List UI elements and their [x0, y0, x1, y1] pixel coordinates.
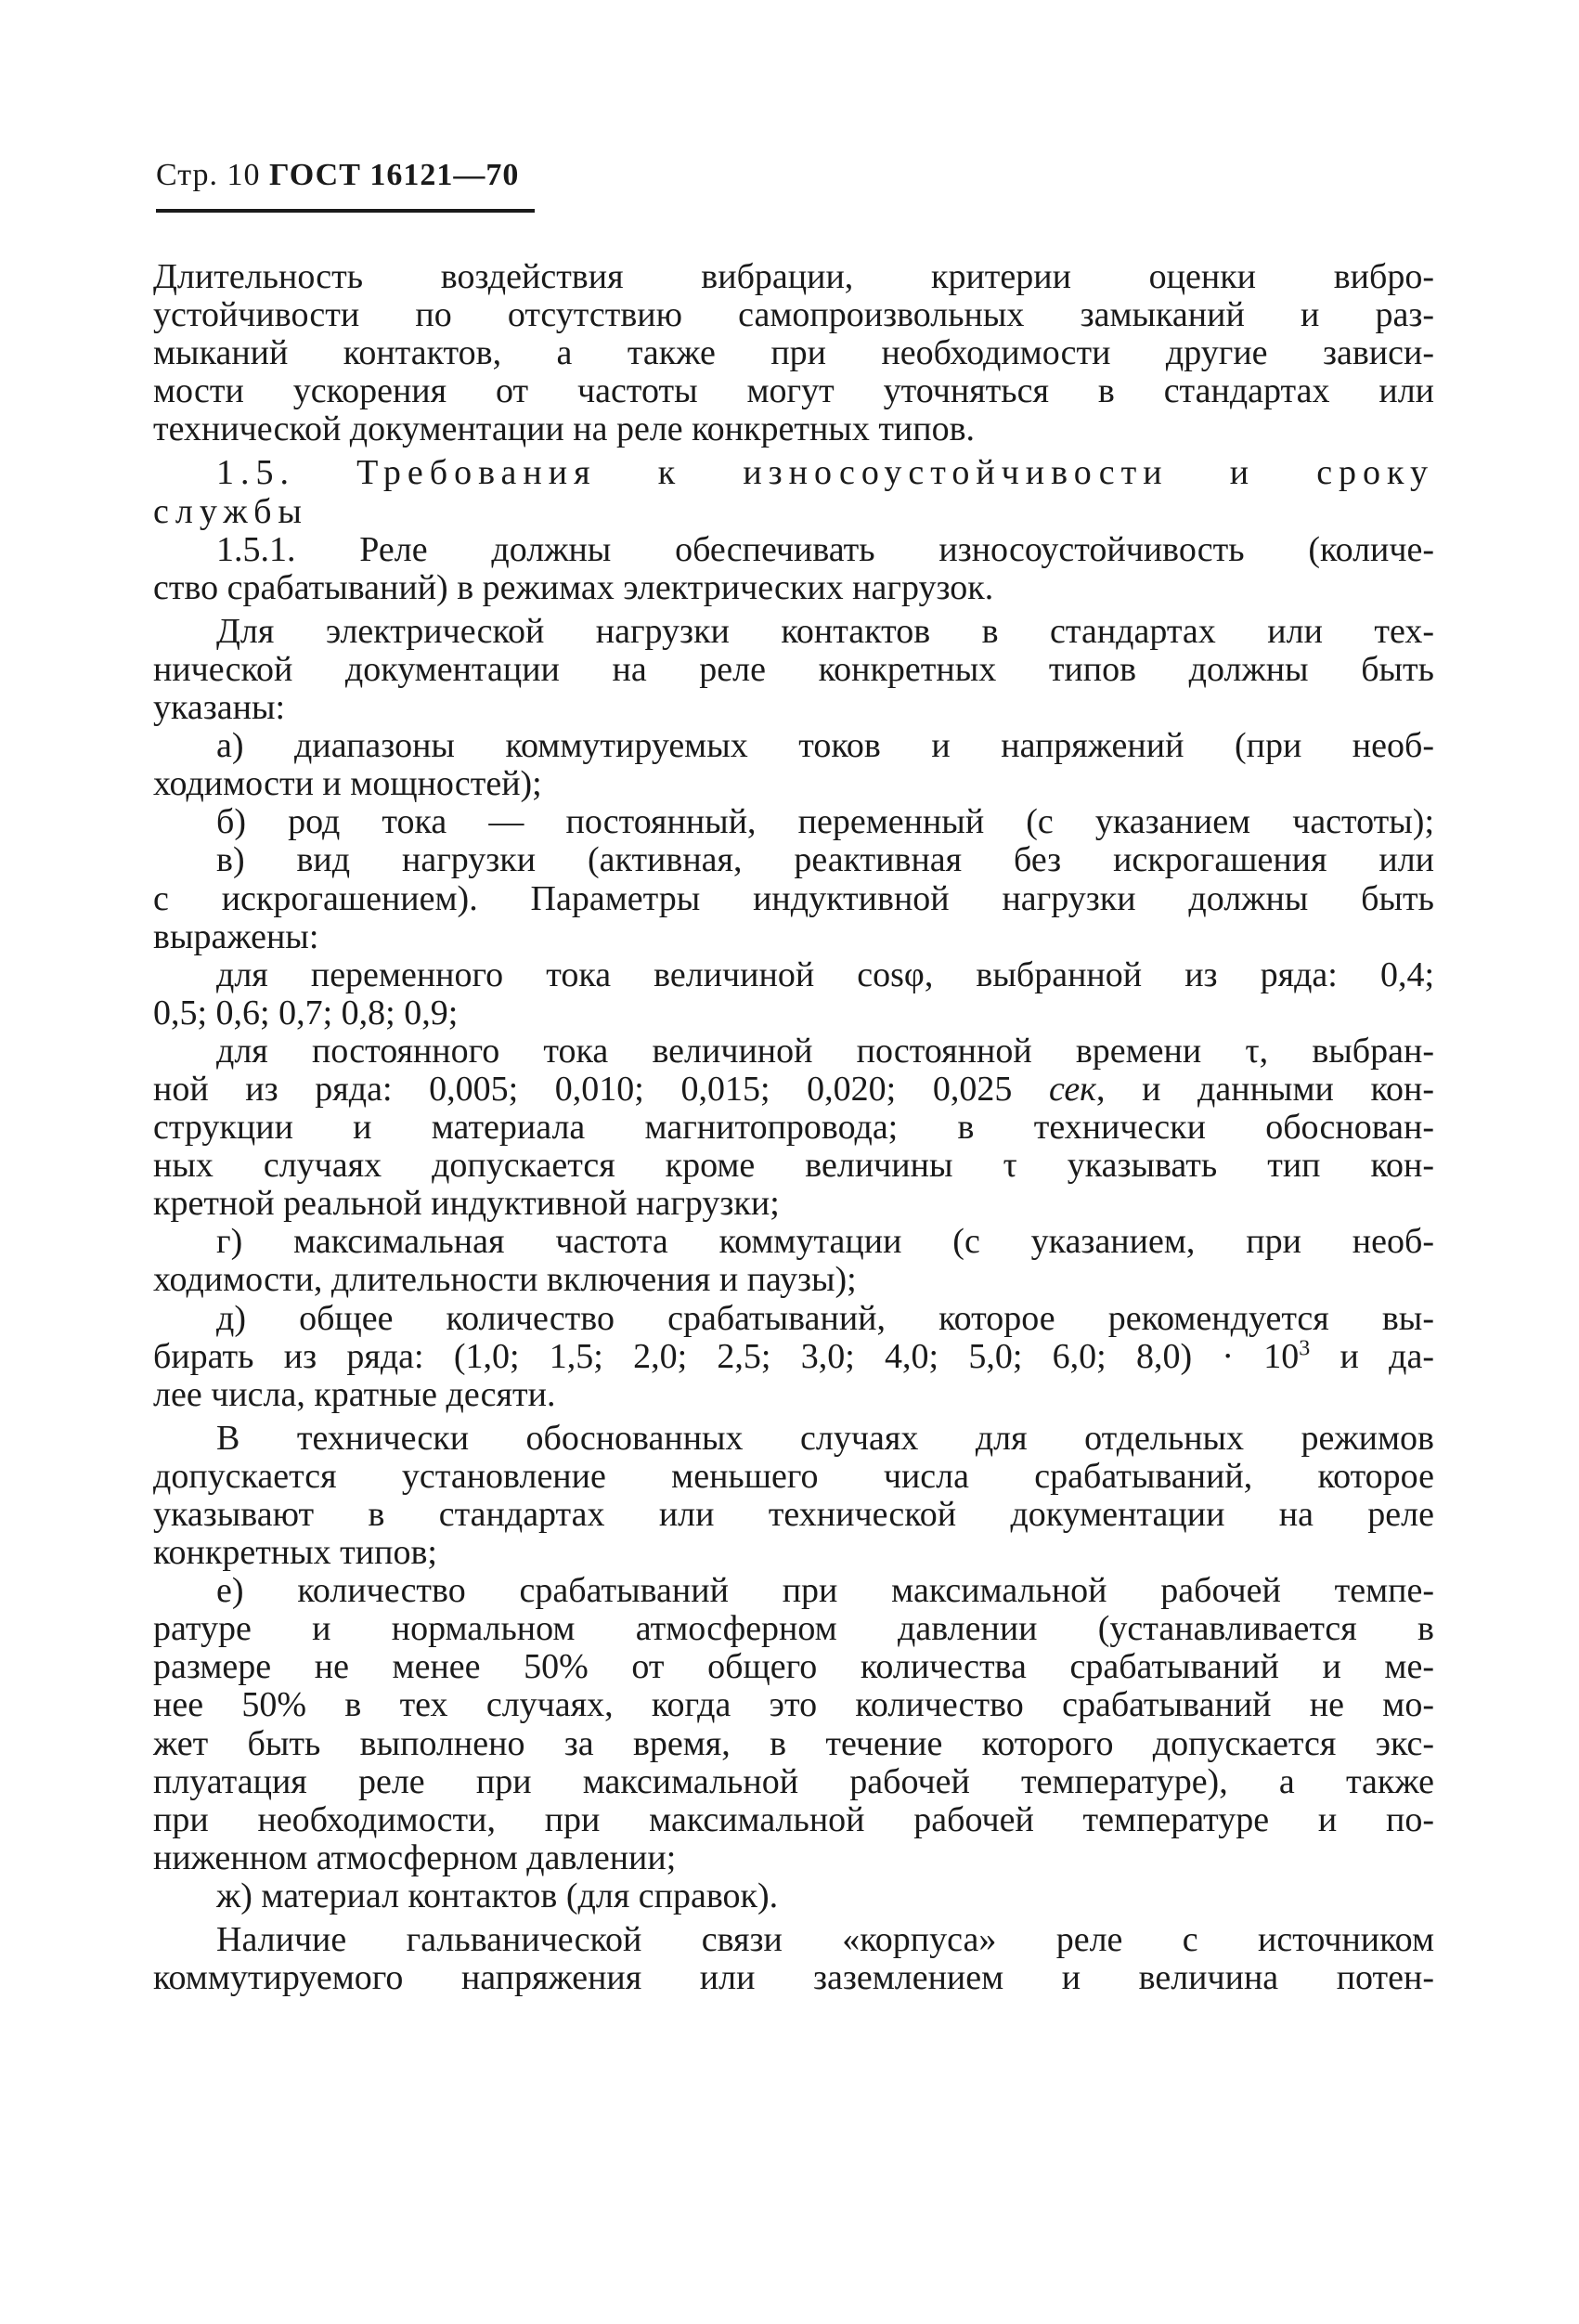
text-line: при необходимости, при максимальной рабочей температуре и по-	[153, 1799, 1434, 1839]
text-line: конкретных типов;	[153, 1533, 437, 1573]
text-line: нее 50% в тех случаях, когда это количество срабатываний не мо-	[153, 1685, 1434, 1725]
list-item-d	[153, 1300, 1434, 1414]
body-text	[153, 258, 1434, 1997]
text-line: жет быть выполнено за время, в течение которого допускается экс-	[153, 1723, 1434, 1763]
unit-sec: сек	[1048, 1069, 1096, 1109]
text-line: нической документации на реле конкретных типов должны быть	[153, 649, 1434, 689]
text-line: г) максимальная частота коммутации (с указанием, при необ-	[216, 1222, 1434, 1262]
text-line: ных случаях допускается кроме величины τ указывать тип кон-	[153, 1146, 1434, 1186]
paragraph-dc-load	[153, 1032, 1434, 1223]
text-line: указывают в стандартах или технической документации на реле	[153, 1495, 1434, 1534]
text-line: технической документации на реле конкретных типов.	[153, 409, 976, 449]
heading-line: 1.5. Требования к износоустойчивости и сроку	[216, 453, 1434, 493]
text-line: для постоянного тока величиной постоянной времени τ, выбран-	[216, 1031, 1434, 1071]
text-line: мости ускорения от частоты могут уточняться в стандартах или	[153, 371, 1434, 411]
text-line: устойчивости по отсутствию самопроизвольных замыканий и раз-	[153, 295, 1434, 335]
text-line: выражены:	[153, 916, 319, 956]
text-line: д) общее количество срабатываний, которое рекомендуется вы-	[216, 1298, 1434, 1338]
text-line: ство срабатываний) в режимах электрических нагрузок.	[153, 567, 994, 607]
header-rule	[156, 209, 535, 213]
text-line: струкции и материала магнитопровода; в технически обоснован-	[153, 1108, 1434, 1148]
text-fragment: и да-	[1310, 1336, 1434, 1376]
list-item-g	[153, 1223, 1434, 1299]
paragraph-1-5-1	[153, 531, 1434, 607]
list-item-zh	[153, 1877, 1434, 1915]
list-item-b	[153, 803, 1434, 841]
list-item-e	[153, 1572, 1434, 1877]
text-line: ходимости и мощностей);	[153, 764, 542, 804]
text-line: б) род тока — постоянный, переменный (с указанием частоты);	[216, 802, 1434, 842]
text-line: в) вид нагрузки (активная, реактивная без искрогашения или	[216, 840, 1434, 880]
list-item-v	[153, 841, 1434, 955]
text-line: Наличие гальванической связи «корпуса» реле с источником	[216, 1920, 1434, 1960]
paragraph-galvanic	[153, 1921, 1434, 1997]
text-line: В технически обоснованных случаях для отдельных режимов	[216, 1418, 1434, 1458]
text-line: размере не менее 50% от общего количества срабатываний и ме-	[153, 1647, 1434, 1687]
text-line: ратуре и нормальном атмосферном давлении (устанавливается в	[153, 1609, 1434, 1649]
text-line: для переменного тока величиной cosφ, выбранной из ряда: 0,4;	[216, 954, 1434, 994]
text-line: ж) материал контактов (для справок).	[216, 1876, 779, 1915]
text-fragment: бирать из ряда: (1,0; 1,5; 2,0; 2,5; 3,0; 4,0; 5,0; 6,0; 8,0) · 10	[153, 1336, 1300, 1376]
text-fragment: , и данными кон-	[1095, 1069, 1434, 1109]
text-line: 0,5; 0,6; 0,7; 0,8; 0,9;	[153, 993, 459, 1032]
text-line: кретной реальной индуктивной нагрузки;	[153, 1184, 780, 1224]
text-line: допускается установление меньшего числа срабатываний, которое	[153, 1456, 1434, 1496]
text-line: с искрогашением). Параметры индуктивной нагрузки должны быть	[153, 878, 1434, 918]
page-number: Стр. 10	[156, 158, 261, 192]
text-line: коммутируемого напряжения или заземлением и величина потен-	[153, 1958, 1434, 1998]
page-header	[156, 158, 519, 193]
text-line: ходимости, длительности включения и паузы);	[153, 1260, 857, 1300]
text-line: Для электрической нагрузки контактов в стандартах или тех-	[216, 611, 1434, 651]
text-line: ниженном атмосферном давлении;	[153, 1837, 677, 1877]
paragraph-technical-cases	[153, 1420, 1434, 1572]
text-line: плуатация реле при максимальной рабочей температуре), а также	[153, 1761, 1434, 1801]
text-fragment: ной из ряда: 0,005; 0,010; 0,015; 0,020; 0,025	[153, 1069, 1049, 1109]
text-line	[153, 1335, 1434, 1376]
standard-designation: ГОСТ 16121—70	[269, 158, 520, 192]
text-line: а) диапазоны коммутируемых токов и напряжений (при необ-	[216, 726, 1434, 766]
text-line: лее числа, кратные десяти.	[153, 1374, 556, 1414]
text-line: Длительность воздействия вибрации, критерии оценки вибро-	[153, 257, 1434, 296]
section-heading-1-5	[153, 454, 1434, 530]
text-line	[153, 1071, 1434, 1109]
paragraph-vibration	[153, 258, 1434, 448]
paragraph-ac-load	[153, 956, 1434, 1032]
list-item-a	[153, 727, 1434, 803]
text-line: мыканий контактов, а также при необходимости другие зависи-	[153, 333, 1434, 373]
text-line: указаны:	[153, 688, 286, 728]
paragraph-load	[153, 613, 1434, 727]
text-line: е) количество срабатываний при максимальной рабочей темпе-	[216, 1571, 1434, 1611]
exponent: 3	[1299, 1335, 1311, 1360]
heading-line: службы	[153, 491, 308, 531]
text-line: 1.5.1. Реле должны обеспечивать износоустойчивость (количе-	[216, 529, 1434, 569]
